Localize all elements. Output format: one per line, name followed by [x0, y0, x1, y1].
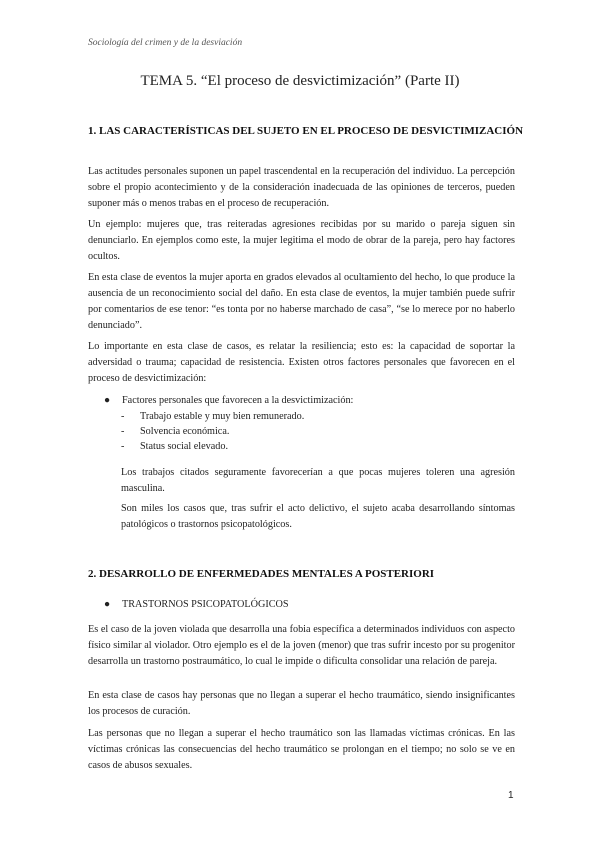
paragraph: Las actitudes personales suponen un papel trascendental en la recuperación del individuo. La percepción sobre el propio acontecimiento y de la consideración inadecuada de las opiniones de terceros, pueden suponer más o menos trabas en el proceso de recuperación. [88, 166, 515, 209]
page-title: TEMA 5. “El proceso de desvictimización” (Parte II) [140, 73, 460, 89]
dash-icon: - [121, 441, 125, 452]
paragraph: En esta clase de eventos la mujer aporta en grados elevados al ocultamiento del hecho, lo que produce la ausencia de un reconocimiento social del daño. En esta clase de eventos, la mujer también puede sufrir por comentarios de ese tenor: “es tonta por no haberse marchado de casa”, “se lo merece por no haberlo denunciado”. [88, 272, 515, 331]
dash-text: Status social elevado. [140, 441, 228, 452]
dash-text: Trabajo estable y muy bien remunerado. [140, 411, 305, 422]
paragraph: En esta clase de casos hay personas que no llegan a superar el hecho traumático, siendo insignificantes los procesos de curación. [88, 690, 515, 717]
bullet-text: TRASTORNOS PSICOPATOLÓGICOS [122, 599, 289, 610]
section-2-heading: 2. DESARROLLO DE ENFERMEDADES MENTALES A POSTERIORI [88, 568, 435, 580]
page-number: 1 [508, 790, 514, 801]
paragraph: Es el caso de la joven violada que desarrolla una fobia específica a determinados individuos con aspecto físico similar al violador. Otro ejemplo es el de la joven (menor) que tras sufrir incesto por su progenitor desarrolla un trastorno postraumático, lo cual le impide o dificulta consolidar una relación de pareja. [88, 624, 515, 667]
dash-icon: - [121, 411, 125, 422]
section-1-heading: 1. LAS CARACTERÍSTICAS DEL SUJETO EN EL PROCESO DE DESVICTIMIZACIÓN [88, 125, 524, 137]
bullet-icon: ● [104, 599, 111, 610]
dash-text: Solvencia económica. [140, 426, 230, 437]
paragraph: Lo importante en esta clase de casos, es relatar la resiliencia; esto es: la capacidad de soportar la adversidad o trauma; capacidad de resistencia. Existen otros factores personales que favorecen en el proceso de desvictimización: [88, 341, 515, 384]
bullet-text: Factores personales que favorecen a la desvictimización: [122, 395, 354, 406]
indented-paragraph: Son miles los casos que, tras sufrir el acto delictivo, el sujeto acaba desarrollando síntomas patológicos o trastornos psicopatológicos. [121, 503, 515, 530]
bullet-icon: ● [104, 395, 111, 406]
paragraph: Las personas que no llegan a superar el hecho traumático son las llamadas víctimas crónicas. En las víctimas crónicas las consecuencias del hecho traumático se prolongan en el tiempo; no solo se ve en casos de abusos sexuales. [88, 728, 515, 771]
paragraph: Un ejemplo: mujeres que, tras reiteradas agresiones recibidas por su marido o pareja siguen sin denunciarlo. En ejemplos como este, la mujer legitima el modo de obrar de la pareja, pero hay factores ocultos. [88, 219, 515, 262]
indented-paragraph: Los trabajos citados seguramente favorecerían a que pocas mujeres toleren una agresión masculina. [121, 467, 515, 494]
running-header: Sociología del crimen y de la desviación [88, 38, 243, 48]
dash-icon: - [121, 426, 125, 437]
